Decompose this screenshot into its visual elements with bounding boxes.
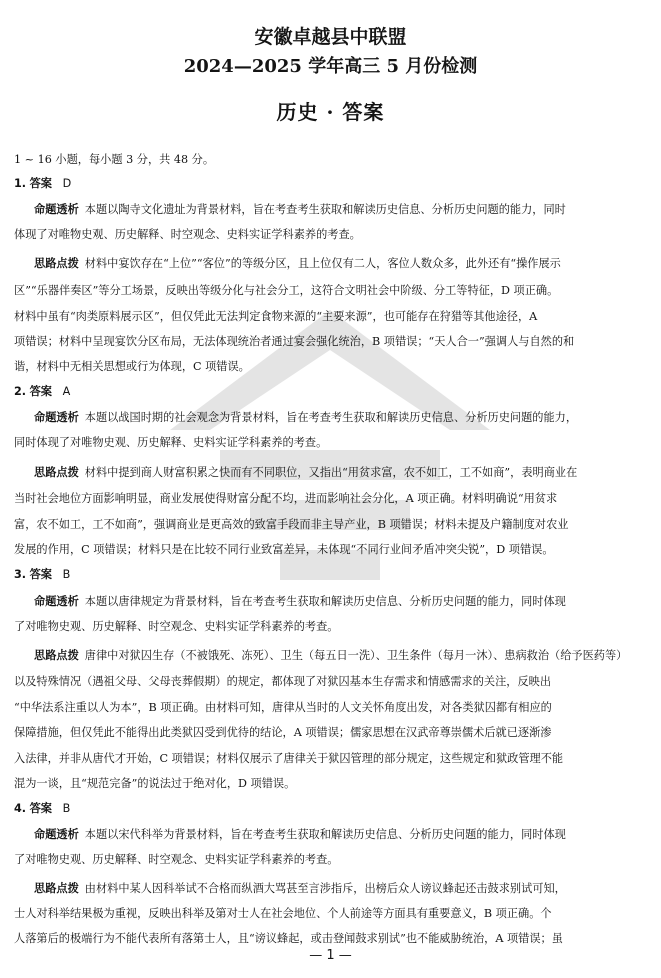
q3-analysis-line-1 [34,594,647,610]
q2-hint-line-3: 富，农不如工，工不如商”，强调商业是更高效的致富手段而非主导产业，B 项错误；材料未提及户籍制度对农业 [14,518,569,531]
q3-hint-line-1 [34,648,647,664]
question-3-answer [14,567,647,583]
question-number: 4. [14,802,27,815]
q2-analysis-line-2: 同时体现了对唯物史观、历史解释、史料实证学科素养的考查。 [14,436,328,449]
text-line: 本题以战国时期的社会观念为背景材料，旨在考查考生获取和解读历史信息、分析历史问题的能力， [84,411,578,424]
answer-value: D [62,177,72,190]
document-subtitle: 2024—2025 学年高三 5 月份检测 [183,56,478,77]
q2-analysis-line-1 [34,410,647,426]
q1-analysis-line-2: 体现了对唯物史观、历史解释、时空观念、史料实证学科素养的考查。 [14,228,361,241]
section-label: 思路点拨 [34,466,79,479]
answer-label: 答案 [29,177,52,190]
q4-analysis-line-1 [34,827,647,843]
q2-hint-line-1 [34,465,647,481]
subject-heading: 历史 · 答案 [276,100,385,124]
q4-hint-line-1 [34,881,647,897]
answer-label: 答案 [29,568,52,581]
document-title: 安徽卓越县中联盟 [254,26,407,48]
question-4-answer [14,801,647,817]
q3-hint-line-3: “中华法系注重以人为本”，B 项正确。由材料可知，唐律从当时的人文关怀角度出发，对各类狱囚都有相应的 [14,701,552,714]
question-number: 2. [14,385,27,398]
answer-value: B [62,802,71,815]
text-line: 材料中提到商人财富积累之快而有不同职位，又指出“用贫求富，农不如工，工不如商”，表明商业在 [84,466,578,479]
q4-hint-line-2: 士人对科举结果极为重视，反映出科举及第对士人在社会地位、个人前途等方面具有重要意义，B 项正确。个 [14,907,552,920]
question-2-answer [14,384,647,400]
q1-analysis-line-1 [34,202,647,218]
q4-analysis-line-2: 了对唯物史观、历史解释、时空观念、史料实证学科素养的考查。 [14,853,339,866]
answer-value: A [62,385,71,398]
q2-hint-line-2: 当时社会地位方面影响明显，商业发展使得财富分配不均，进而影响社会分化，A 项正确。材料明确说“用贫求 [14,492,558,505]
page-number: — 1 — [309,948,352,963]
q2-hint-line-4: 发展的作用，C 项错误；材料只是在比较不同行业致富差异，未体现“不同行业间矛盾冲突尖锐”，D 项错误。 [14,543,554,556]
q3-hint-line-5: 入法律，并非从唐代才开始，C 项错误；材料仅展示了唐律关于狱囚管理的部分规定，这些规定和狱政管理不能 [14,752,564,765]
q1-hint-line-5: 谐，材料中无相关思想或行为体现，C 项错误。 [14,360,250,373]
q4-hint-line-3: 人落第后的极端行为不能代表所有落第士人，且“谤议蜂起，或击登闻鼓求别试”也不能威胁统治，A 项错误；虽 [14,932,563,945]
text-line: 由材料中某人因科举试不合格而纵酒大骂甚至言涉指斥，出榜后众人谤议蜂起还击鼓求别试可知， [84,882,566,895]
section-label: 命题透析 [34,411,79,424]
intro-text: 1 ~ 16 小题，每小题 3 分，共 48 分。 [14,153,215,166]
q1-hint-line-2: 区”“乐器伴奏区”等分工场景，反映出等级分化与社会分工，这符合文明社会中阶级、分工等特征，D 项正确。 [14,284,559,297]
text-line: 本题以宋代科举为背景材料，旨在考查考生获取和解读历史信息、分析历史问题的能力，同时体现 [84,828,566,841]
section-label: 命题透析 [34,828,79,841]
q1-hint-line-1 [34,256,647,272]
section-label: 命题透析 [34,595,79,608]
q1-hint-line-3: 材料中虽有“肉类原料展示区”，但仅凭此无法判定食物来源的“主要来源”，也可能存在狩猎等其他途径，A [14,310,538,323]
section-label: 思路点拨 [34,649,79,662]
text-line: 本题以陶寺文化遗址为背景材料，旨在考查考生获取和解读历史信息、分析历史问题的能力，同时 [84,203,566,216]
q3-hint-line-2: 以及特殊情况（遇祖父母、父母丧葬假期）的规定，都体现了对狱囚基本生存需求和情感需求的关注，反映出 [14,675,552,688]
question-number: 1. [14,177,27,190]
answer-label: 答案 [29,802,52,815]
text-line: 材料中宴饮存在“上位”“客位”的等级分区，且上位仅有二人，客位人数众多，此外还有“操作展示 [84,257,561,270]
q1-hint-line-4: 项错误；材料中呈现宴饮分区布局，无法体现统治者通过宴会强化统治，B 项错误；“天人合一”强调人与自然的和 [14,335,575,348]
q3-hint-line-6: 混为一谈，且“规范完备”的说法过于绝对化，D 项错误。 [14,777,296,790]
q3-hint-line-4: 保障措施，但仅凭此不能得出此类狱囚受到优待的结论，A 项错误；儒家思想在汉武帝尊崇儒术后就已逐渐渗 [14,726,552,739]
text-line: 本题以唐律规定为背景材料，旨在考查考生获取和解读历史信息、分析历史问题的能力，同时体现 [84,595,566,608]
section-label: 思路点拨 [34,257,79,270]
q3-analysis-line-2: 了对唯物史观、历史解释、时空观念、史料实证学科素养的考查。 [14,620,339,633]
question-1-answer [14,176,647,192]
section-label: 思路点拨 [34,882,79,895]
text-line: 唐律中对狱囚生存（不被饿死、冻死）、卫生（每五日一洗）、卫生条件（每月一沐）、患病救治（给予医药等） [84,649,628,662]
answer-label: 答案 [29,385,52,398]
answer-value: B [62,568,71,581]
question-number: 3. [14,568,27,581]
section-label: 命题透析 [34,203,79,216]
